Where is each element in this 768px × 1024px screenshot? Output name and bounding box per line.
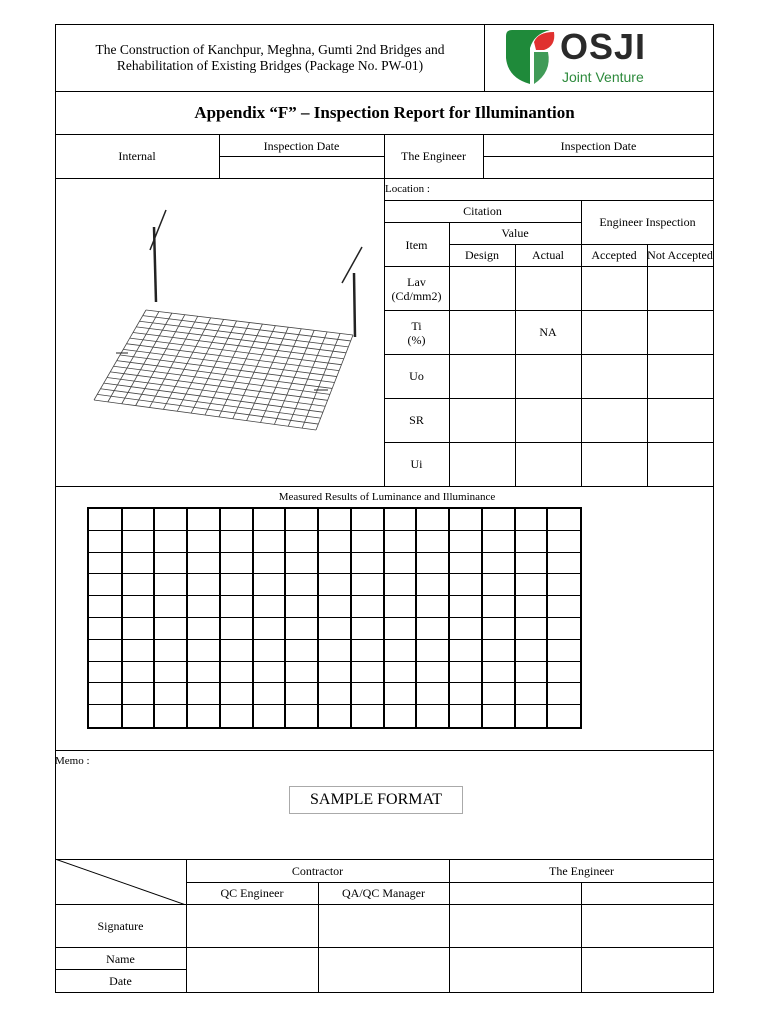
light-pole-right xyxy=(354,273,355,337)
grid-cell[interactable] xyxy=(187,531,220,553)
grid-cell[interactable] xyxy=(482,683,515,705)
grid-cell[interactable] xyxy=(515,618,548,640)
plane-grid-line xyxy=(316,335,353,430)
grid-cell[interactable] xyxy=(187,705,220,727)
grid-cell[interactable] xyxy=(416,683,449,705)
grid-cell[interactable] xyxy=(416,509,449,531)
grid-cell[interactable] xyxy=(187,618,220,640)
grid-cell[interactable] xyxy=(122,596,155,618)
name-label: Name xyxy=(106,952,135,966)
grid-cell[interactable] xyxy=(285,662,318,684)
grid-cell[interactable] xyxy=(318,531,351,553)
grid-cell[interactable] xyxy=(154,509,187,531)
grid-cell[interactable] xyxy=(220,705,253,727)
grid-cell[interactable] xyxy=(285,531,318,553)
grid-cell[interactable] xyxy=(515,574,548,596)
grid-cell[interactable] xyxy=(482,574,515,596)
grid-cell[interactable] xyxy=(285,509,318,531)
grid-cell[interactable] xyxy=(384,509,417,531)
grid-cell[interactable] xyxy=(154,683,187,705)
divider xyxy=(384,310,714,311)
divider xyxy=(581,200,582,486)
divider xyxy=(55,750,714,751)
grid-cell[interactable] xyxy=(384,531,417,553)
logo-name: OSJI xyxy=(560,26,647,67)
value-header: Value xyxy=(501,226,529,240)
grid-cell[interactable] xyxy=(318,596,351,618)
measured-results-title: Measured Results of Luminance and Illuminance xyxy=(278,491,496,503)
internal-inspection-date-field[interactable] xyxy=(220,157,383,177)
divider xyxy=(55,91,714,92)
grid-cell[interactable] xyxy=(253,596,286,618)
grid-cell[interactable] xyxy=(515,531,548,553)
header-divider xyxy=(484,24,485,91)
grid-cell[interactable] xyxy=(253,662,286,684)
grid-cell[interactable] xyxy=(285,618,318,640)
grid-cell[interactable] xyxy=(122,662,155,684)
location-label: Location : xyxy=(385,183,430,195)
grid-cell[interactable] xyxy=(384,618,417,640)
grid-cell[interactable] xyxy=(318,640,351,662)
grid-cell[interactable] xyxy=(220,618,253,640)
grid-cell[interactable] xyxy=(122,683,155,705)
qaqc-manager-header: QA/QC Manager xyxy=(342,886,425,900)
qaqc-manager-signature-field[interactable] xyxy=(319,905,448,946)
grid-cell[interactable] xyxy=(547,574,580,596)
grid-cell[interactable] xyxy=(318,509,351,531)
grid-cell[interactable] xyxy=(416,553,449,575)
grid-cell[interactable] xyxy=(547,705,580,727)
grid-cell[interactable] xyxy=(384,683,417,705)
grid-cell[interactable] xyxy=(547,683,580,705)
grid-cell[interactable] xyxy=(220,683,253,705)
grid-cell[interactable] xyxy=(515,705,548,727)
grid-cell[interactable] xyxy=(220,596,253,618)
grid-cell[interactable] xyxy=(547,640,580,662)
divider xyxy=(384,398,714,399)
grid-cell[interactable] xyxy=(482,662,515,684)
contractor-header: Contractor xyxy=(291,864,344,878)
divider xyxy=(384,354,714,355)
grid-cell[interactable] xyxy=(482,705,515,727)
item-uo: Uo xyxy=(409,369,424,383)
inspection-date-label: Inspection Date xyxy=(560,139,637,153)
grid-cell[interactable] xyxy=(482,618,515,640)
light-pole-left-arm xyxy=(150,210,166,250)
grid-cell[interactable] xyxy=(122,574,155,596)
grid-cell[interactable] xyxy=(285,574,318,596)
grid-cell[interactable] xyxy=(416,662,449,684)
grid-cell[interactable] xyxy=(384,553,417,575)
grid-cell[interactable] xyxy=(187,574,220,596)
internal-label: Internal xyxy=(118,149,156,163)
grid-cell[interactable] xyxy=(187,596,220,618)
signoff-corner-diagonal xyxy=(55,859,186,905)
grid-cell[interactable] xyxy=(515,662,548,684)
grid-cell[interactable] xyxy=(515,553,548,575)
grid-cell[interactable] xyxy=(449,662,482,684)
grid-cell[interactable] xyxy=(482,596,515,618)
grid-cell[interactable] xyxy=(154,574,187,596)
grid-cell[interactable] xyxy=(122,705,155,727)
grid-cell[interactable] xyxy=(154,531,187,553)
grid-cell[interactable] xyxy=(547,553,580,575)
grid-cell[interactable] xyxy=(187,553,220,575)
light-pole-right-arm xyxy=(342,247,362,283)
grid-cell[interactable] xyxy=(154,662,187,684)
grid-cell[interactable] xyxy=(547,618,580,640)
divider xyxy=(55,486,714,487)
grid-cell[interactable] xyxy=(515,640,548,662)
grid-cell[interactable] xyxy=(187,683,220,705)
grid-cell[interactable] xyxy=(416,596,449,618)
not-accepted-header: Not Accepted xyxy=(647,248,713,262)
divider xyxy=(384,200,714,201)
grid-cell[interactable] xyxy=(351,662,384,684)
grid-cell[interactable] xyxy=(253,705,286,727)
grid-cell[interactable] xyxy=(449,509,482,531)
grid-cell[interactable] xyxy=(416,531,449,553)
divider xyxy=(647,244,648,486)
grid-cell[interactable] xyxy=(482,640,515,662)
osji-logo-mark xyxy=(504,28,558,86)
grid-cell[interactable] xyxy=(351,531,384,553)
grid-cell[interactable] xyxy=(384,662,417,684)
grid-cell[interactable] xyxy=(89,531,122,553)
signature-label: Signature xyxy=(97,919,144,933)
actual-header: Actual xyxy=(532,248,564,262)
grid-cell[interactable] xyxy=(351,618,384,640)
item-header: Item xyxy=(405,238,428,252)
divider xyxy=(515,244,516,486)
grid-cell[interactable] xyxy=(89,553,122,575)
grid-cell[interactable] xyxy=(351,553,384,575)
ti-actual-value: NA xyxy=(539,325,557,339)
grid-cell[interactable] xyxy=(416,618,449,640)
grid-cell[interactable] xyxy=(351,705,384,727)
grid-cell[interactable] xyxy=(416,574,449,596)
grid-cell[interactable] xyxy=(253,683,286,705)
qc-engineer-signature-field[interactable] xyxy=(187,905,317,946)
project-line-2: Rehabilitation of Existing Bridges (Package No. PW-01) xyxy=(116,58,424,73)
grid-cell[interactable] xyxy=(154,618,187,640)
grid-cell[interactable] xyxy=(89,509,122,531)
grid-cell[interactable] xyxy=(318,683,351,705)
grid-cell[interactable] xyxy=(220,574,253,596)
not-accepted-header-clip xyxy=(647,244,713,266)
grid-cell[interactable] xyxy=(89,662,122,684)
inspection-date-label: Inspection Date xyxy=(263,139,340,153)
grid-cell[interactable] xyxy=(253,640,286,662)
grid-cell[interactable] xyxy=(449,683,482,705)
item-ti-unit: (%) xyxy=(407,333,426,347)
grid-cell[interactable] xyxy=(318,662,351,684)
grid-cell[interactable] xyxy=(253,509,286,531)
grid-cell[interactable] xyxy=(449,553,482,575)
item-lav-unit: (Cd/mm2) xyxy=(391,289,442,303)
grid-cell[interactable] xyxy=(547,596,580,618)
grid-cell[interactable] xyxy=(449,618,482,640)
the-engineer-label: The Engineer xyxy=(401,149,466,163)
grid-cell[interactable] xyxy=(351,509,384,531)
grid-cell[interactable] xyxy=(122,618,155,640)
grid-cell[interactable] xyxy=(318,574,351,596)
divider xyxy=(384,442,714,443)
divider xyxy=(384,222,581,223)
grid-cell[interactable] xyxy=(253,553,286,575)
grid-cell[interactable] xyxy=(89,596,122,618)
plane-grid-line xyxy=(302,333,340,428)
sample-format-stamp: SAMPLE FORMAT xyxy=(289,786,463,814)
grid-cell[interactable] xyxy=(384,640,417,662)
grid-cell[interactable] xyxy=(547,531,580,553)
qc-engineer-header: QC Engineer xyxy=(220,886,284,900)
grid-cell[interactable] xyxy=(384,574,417,596)
grid-cell[interactable] xyxy=(449,531,482,553)
project-line-1: The Construction of Kanchpur, Meghna, Gumti 2nd Bridges and xyxy=(95,42,445,57)
grid-cell[interactable] xyxy=(154,553,187,575)
citation-header: Citation xyxy=(463,204,502,218)
page-title: Appendix “F” – Inspection Report for Illuminantion xyxy=(194,103,575,122)
design-header: Design xyxy=(465,248,499,262)
grid-cell[interactable] xyxy=(89,705,122,727)
item-ui: Ui xyxy=(410,457,423,471)
grid-cell[interactable] xyxy=(285,683,318,705)
date-label: Date xyxy=(109,974,132,988)
divider xyxy=(186,882,714,883)
grid-cell[interactable] xyxy=(515,596,548,618)
grid-cell[interactable] xyxy=(449,640,482,662)
engineer-inspection-header: Engineer Inspection xyxy=(599,215,696,229)
grid-cell[interactable] xyxy=(122,553,155,575)
grid-cell[interactable] xyxy=(187,640,220,662)
lighting-grid-illustration xyxy=(88,205,378,435)
grid-cell[interactable] xyxy=(89,640,122,662)
lighting-grid-drawing xyxy=(88,205,378,435)
grid-cell[interactable] xyxy=(449,596,482,618)
measured-results-grid[interactable] xyxy=(87,507,582,729)
item-lav: Lav xyxy=(407,275,426,289)
grid-cell[interactable] xyxy=(253,574,286,596)
grid-cell[interactable] xyxy=(122,531,155,553)
grid-cell[interactable] xyxy=(351,574,384,596)
grid-cell[interactable] xyxy=(482,531,515,553)
grid-cell[interactable] xyxy=(89,683,122,705)
grid-cell[interactable] xyxy=(122,640,155,662)
grid-cell[interactable] xyxy=(547,509,580,531)
grid-cell[interactable] xyxy=(318,553,351,575)
grid-cell[interactable] xyxy=(154,640,187,662)
grid-cell[interactable] xyxy=(416,640,449,662)
grid-cell[interactable] xyxy=(89,574,122,596)
engineer-signature-field-1[interactable] xyxy=(450,905,580,946)
grid-cell[interactable] xyxy=(351,596,384,618)
grid-cell[interactable] xyxy=(220,640,253,662)
engineer-signature-field-2[interactable] xyxy=(582,905,713,946)
item-sr: SR xyxy=(409,413,424,427)
grid-cell[interactable] xyxy=(351,640,384,662)
grid-cell[interactable] xyxy=(154,596,187,618)
grid-cell[interactable] xyxy=(547,662,580,684)
grid-cell[interactable] xyxy=(482,509,515,531)
divider xyxy=(55,947,714,948)
the-engineer-header: The Engineer xyxy=(549,864,614,878)
grid-cell[interactable] xyxy=(187,662,220,684)
grid-cell[interactable] xyxy=(154,705,187,727)
grid-cell[interactable] xyxy=(285,553,318,575)
grid-cell[interactable] xyxy=(285,596,318,618)
logo-subtitle: Joint Venture xyxy=(562,69,644,85)
item-ti: Ti xyxy=(411,319,422,333)
grid-cell[interactable] xyxy=(384,596,417,618)
grid-cell[interactable] xyxy=(449,574,482,596)
grid-cell[interactable] xyxy=(449,705,482,727)
divider xyxy=(384,266,714,267)
grid-cell[interactable] xyxy=(122,509,155,531)
grid-cell[interactable] xyxy=(220,553,253,575)
grid-cell[interactable] xyxy=(318,705,351,727)
grid-cell[interactable] xyxy=(220,509,253,531)
grid-cell[interactable] xyxy=(285,705,318,727)
engineer-inspection-date-field[interactable] xyxy=(484,157,713,177)
grid-cell[interactable] xyxy=(253,618,286,640)
memo-field[interactable] xyxy=(56,770,713,858)
grid-cell[interactable] xyxy=(187,509,220,531)
grid-cell[interactable] xyxy=(285,640,318,662)
divider xyxy=(55,969,186,970)
grid-cell[interactable] xyxy=(318,618,351,640)
grid-cell[interactable] xyxy=(482,553,515,575)
grid-cell[interactable] xyxy=(89,618,122,640)
grid-cell[interactable] xyxy=(351,683,384,705)
memo-label: Memo : xyxy=(55,755,90,767)
grid-cell[interactable] xyxy=(220,531,253,553)
grid-cell[interactable] xyxy=(416,705,449,727)
grid-cell[interactable] xyxy=(384,705,417,727)
grid-cell[interactable] xyxy=(253,531,286,553)
grid-cell[interactable] xyxy=(515,509,548,531)
accepted-header: Accepted xyxy=(591,248,637,262)
grid-cell[interactable] xyxy=(515,683,548,705)
grid-cell[interactable] xyxy=(220,662,253,684)
